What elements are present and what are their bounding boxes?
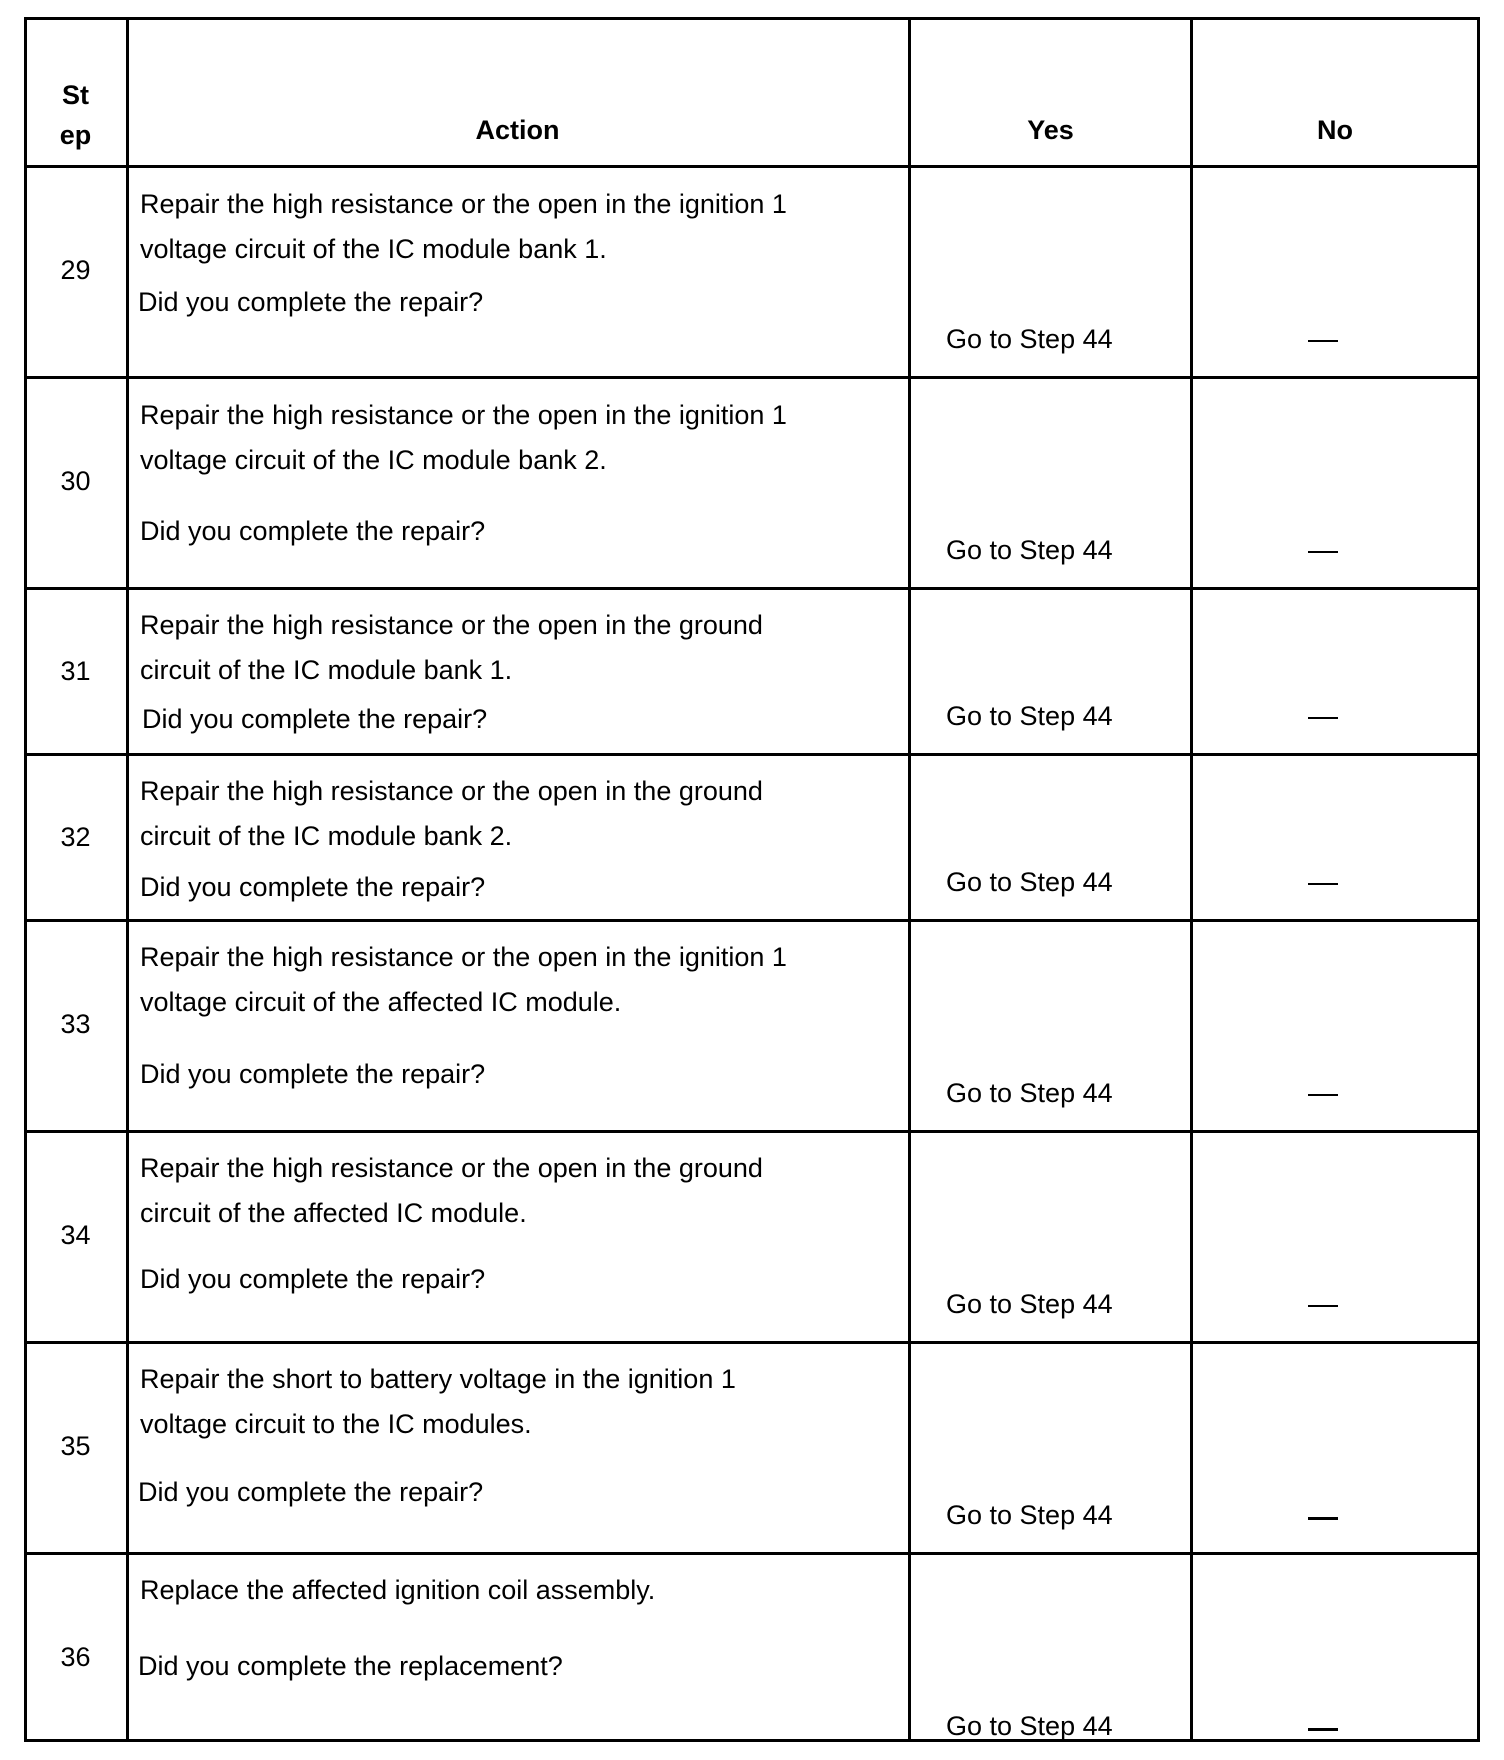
action-line: voltage circuit of the IC module bank 2. <box>140 445 607 475</box>
table-border-right <box>1477 17 1480 1742</box>
header-yes: Yes <box>1027 115 1074 145</box>
no-result-dash <box>1308 551 1338 553</box>
diagnostic-table <box>24 17 1480 1742</box>
step-number: 34 <box>60 1220 91 1250</box>
action-line: Repair the short to battery voltage in the ignition 1 <box>140 1364 736 1394</box>
action-question: Did you complete the repair? <box>138 1477 484 1507</box>
header-step: St ep <box>59 80 92 150</box>
no-result-dash <box>1308 1305 1338 1307</box>
action-question: Did you complete the repair? <box>140 516 486 546</box>
row-divider <box>24 1130 1480 1133</box>
yes-result: Go to Step 44 <box>946 324 1113 354</box>
action-line: Repair the high resistance or the open in the ground <box>140 1153 763 1183</box>
step-number: 33 <box>60 1009 91 1039</box>
action-line: Repair the high resistance or the open in the ignition 1 <box>140 400 787 430</box>
no-result-dash <box>1308 717 1338 719</box>
yes-result: Go to Step 44 <box>946 535 1113 565</box>
action-question: Did you complete the repair? <box>140 872 486 902</box>
row-divider <box>24 376 1480 379</box>
row-divider <box>24 753 1480 756</box>
step-number: 35 <box>60 1431 91 1461</box>
column-divider-yes <box>1190 17 1193 1742</box>
yes-result: Go to Step 44 <box>946 1289 1113 1319</box>
no-result-dash <box>1308 883 1338 885</box>
no-result-dash <box>1308 340 1338 342</box>
column-divider-action <box>908 17 911 1742</box>
table-border-bottom <box>24 1739 1480 1742</box>
header-divider <box>24 165 1480 168</box>
table-border-top <box>24 17 1480 20</box>
yes-result: Go to Step 44 <box>946 1500 1113 1530</box>
action-line: Repair the high resistance or the open in the ground <box>140 776 763 806</box>
action-question: Did you complete the repair? <box>140 1264 486 1294</box>
step-number: 32 <box>60 822 91 852</box>
row-divider <box>24 919 1480 922</box>
action-question: Did you complete the repair? <box>138 287 484 317</box>
action-question: Did you complete the replacement? <box>138 1651 563 1681</box>
action-line: circuit of the affected IC module. <box>140 1198 527 1228</box>
no-result-dash <box>1308 1094 1338 1096</box>
action-question: Did you complete the repair? <box>142 704 488 734</box>
yes-result: Go to Step 44 <box>946 1078 1113 1108</box>
action-line: Replace the affected ignition coil assembly. <box>140 1575 656 1605</box>
action-line: Repair the high resistance or the open in the ignition 1 <box>140 189 787 219</box>
row-divider <box>24 1341 1480 1344</box>
header-no: No <box>1317 115 1353 145</box>
yes-result: Go to Step 44 <box>946 867 1113 897</box>
action-line: voltage circuit of the IC module bank 1. <box>140 234 607 264</box>
step-number: 30 <box>60 466 91 496</box>
action-line: Repair the high resistance or the open in the ground <box>140 610 763 640</box>
action-line: voltage circuit to the IC modules. <box>140 1409 532 1439</box>
action-line: circuit of the IC module bank 1. <box>140 655 513 685</box>
header-action: Action <box>475 115 560 145</box>
step-number: 31 <box>60 656 91 686</box>
action-line: voltage circuit of the affected IC module. <box>140 987 622 1017</box>
yes-result: Go to Step 44 <box>946 701 1113 731</box>
row-divider <box>24 1552 1480 1555</box>
no-result-dash <box>1308 1517 1338 1520</box>
yes-result: Go to Step 44 <box>946 1711 1113 1741</box>
action-question: Did you complete the repair? <box>140 1059 486 1089</box>
step-number: 29 <box>60 255 91 285</box>
no-result-dash <box>1308 1728 1338 1731</box>
row-divider <box>24 587 1480 590</box>
action-line: Repair the high resistance or the open in the ignition 1 <box>140 942 787 972</box>
step-number: 36 <box>60 1642 91 1672</box>
action-line: circuit of the IC module bank 2. <box>140 821 513 851</box>
